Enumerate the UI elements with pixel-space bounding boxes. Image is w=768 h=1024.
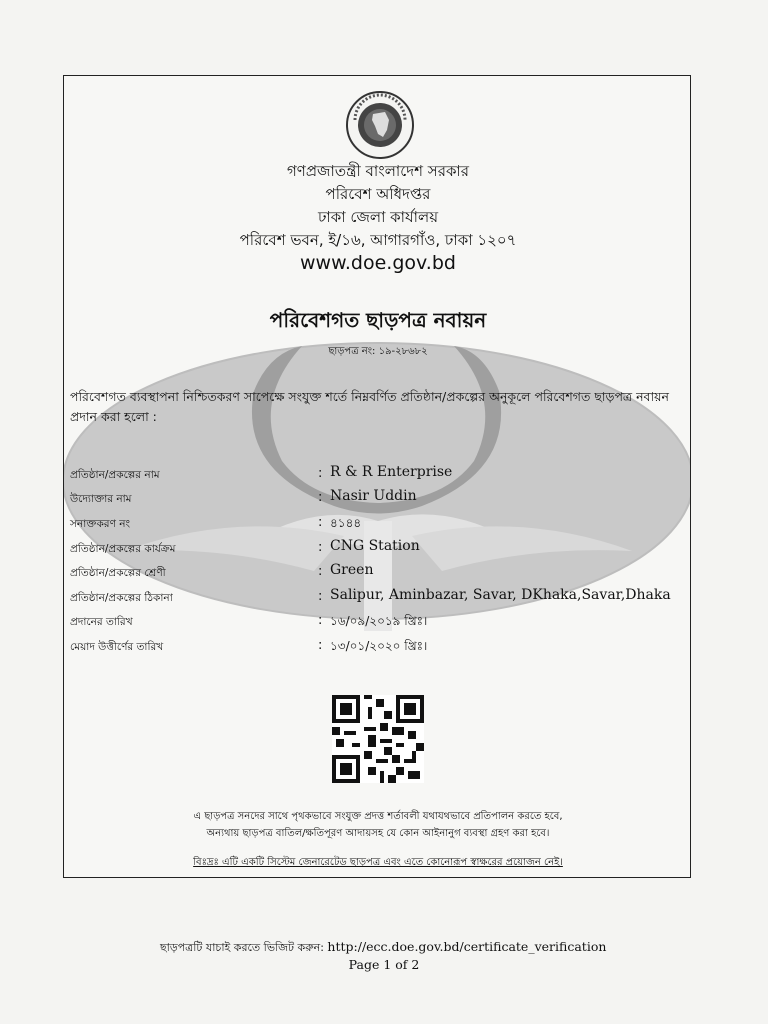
field-value: ১৬/০৯/২০১৯ খ্রিঃ।	[330, 614, 428, 628]
field-label: মেয়াদ উত্তীর্ণের তারিখ	[70, 641, 164, 653]
page-number: Page 1 of 2	[348, 957, 420, 972]
field-row	[70, 538, 684, 560]
field-row	[70, 611, 684, 633]
field-row	[70, 464, 684, 486]
field-label: প্রতিষ্ঠান/প্রকল্পের শ্রেণী	[70, 567, 166, 579]
verification-line	[160, 939, 606, 958]
field-separator: :	[318, 466, 323, 481]
system-generated-disclaimer: বিঃদ্রঃ এটি একটি সিস্টেম জেনারেটেড ছাড়পত্র এবং এতে কোনোরূপ স্বাক্ষরের প্রয়োজন নেই।	[193, 857, 563, 868]
field-separator: :	[318, 638, 323, 653]
field-label: প্রদানের তারিখ	[70, 616, 133, 628]
field-separator: :	[318, 515, 323, 530]
condition-note-line1: এ ছাড়পত্র সনদের সাথে পৃথকভাবে সংযুক্ত প্রদত্ত শর্তাবলী যথাযথভাবে প্রতিপালন করতে হবে,	[193, 811, 563, 822]
field-separator: :	[318, 613, 323, 628]
field-value: ১৩/০১/২০২০ খ্রিঃ।	[330, 639, 428, 653]
field-value: CNG Station	[330, 538, 420, 554]
field-label: সনাক্তকরণ নং	[70, 518, 131, 530]
field-row	[70, 488, 684, 510]
certificate-frame	[63, 75, 691, 878]
field-label: উদ্যোক্তার নাম	[70, 493, 132, 505]
office-address: পরিবেশ ভবন, ই/১৬, আগারগাঁও, ঢাকা ১২০৭	[239, 231, 517, 249]
field-row	[70, 513, 684, 535]
qr-code	[332, 695, 424, 783]
website: www.doe.gov.bd	[300, 252, 456, 274]
field-row	[70, 587, 684, 609]
field-value: ৪১৪৪	[330, 516, 362, 530]
field-label: প্রতিষ্ঠান/প্রকল্পের নাম	[70, 469, 160, 481]
field-label: প্রতিষ্ঠান/প্রকল্পের কার্যক্রম	[70, 543, 176, 555]
verify-url[interactable]: http://ecc.doe.gov.bd/certificate_verification	[327, 939, 607, 954]
department-name: পরিবেশ অধিদপ্তর	[325, 185, 431, 203]
field-value: Green	[330, 562, 374, 578]
certificate-number-label: ছাড়পত্র নং:	[328, 346, 376, 357]
certificate-number-value: ১৯-২৮৬৮২	[378, 346, 428, 357]
government-name: গণপ্রজাতন্ত্রী বাংলাদেশ সরকার	[286, 162, 470, 180]
government-seal-icon	[345, 90, 415, 160]
field-row	[70, 562, 684, 584]
field-separator: :	[318, 564, 323, 579]
field-value: R & R Enterprise	[330, 464, 453, 480]
condition-note-line2: অন্যথায় ছাড়পত্র বাতিল/ক্ষতিপূরণ আদায়সহ যে কোন আইনানুগ ব্যবস্থা গ্রহণ করা হবে।	[206, 828, 550, 839]
field-separator: :	[318, 490, 323, 505]
intro-text: পরিবেশগত ব্যবস্থাপনা নিশ্চিতকরণ সাপেক্ষে সংযুক্ত শর্তে নিম্নবর্ণিত প্রতিষ্ঠান/প্রকল্পের অনুকূলে পরিবেশগত ছাড়পত্র নবায়ন প্রদান করা হলো :	[70, 389, 669, 424]
certificate-title: পরিবেশগত ছাড়পত্র নবায়ন	[269, 308, 487, 332]
field-value: Nasir Uddin	[330, 488, 417, 504]
office-name: ঢাকা জেলা কার্যালয়	[317, 208, 439, 226]
field-value: Salipur, Aminbazar, Savar, DKhaka,Savar,Dhaka	[330, 587, 671, 603]
verify-label: ছাড়পত্রটি যাচাই করতে ভিজিট করুন:	[160, 941, 324, 954]
field-separator: :	[318, 589, 323, 604]
field-row	[70, 636, 684, 658]
field-label: প্রতিষ্ঠান/প্রকল্পের ঠিকানা	[70, 592, 173, 604]
certificate-number	[64, 344, 691, 361]
field-separator: :	[318, 540, 323, 555]
